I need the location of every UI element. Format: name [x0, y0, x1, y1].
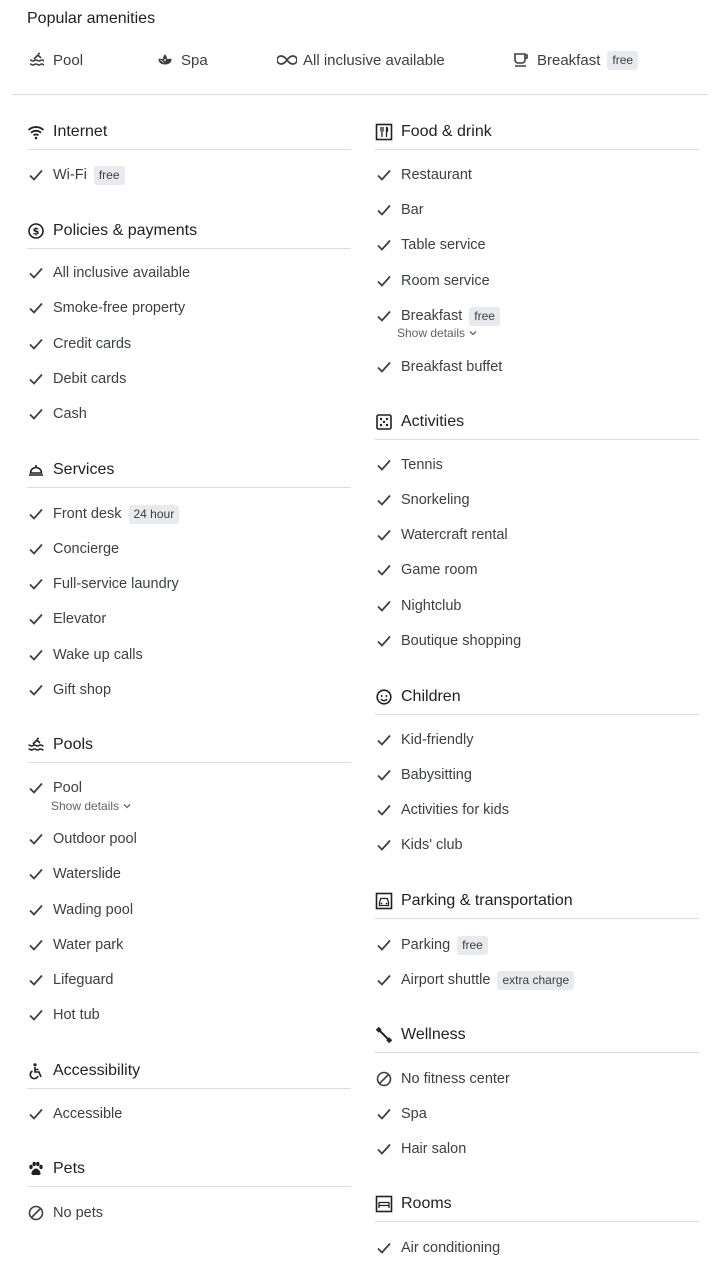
amenity-label: Full-service laundry	[53, 576, 179, 592]
section-title: Services	[53, 460, 115, 478]
infinity-icon	[277, 50, 297, 70]
amenity-label: Concierge	[53, 541, 120, 557]
amenity-item	[27, 933, 351, 957]
amenity-label: Hot tub	[53, 1007, 100, 1023]
check-icon	[375, 526, 393, 544]
hours-badge: 24 hour	[129, 505, 180, 524]
amenity-item	[375, 933, 699, 957]
amenity-label: Credit cards	[53, 336, 132, 352]
amenity-item	[375, 558, 699, 582]
amenity-label: Smoke-free property	[53, 300, 186, 316]
amenity-item	[27, 261, 351, 285]
check-icon	[27, 505, 45, 523]
check-icon	[375, 201, 393, 219]
check-icon	[375, 971, 393, 989]
section-title: Pets	[53, 1159, 86, 1177]
check-icon	[375, 166, 393, 184]
amenity-label: Bar	[401, 202, 424, 218]
amenity-item	[27, 1102, 351, 1126]
amenity-item	[375, 629, 699, 653]
amenity-label: Watercraft rental	[401, 527, 508, 543]
amenity-label: Breakfast	[401, 308, 463, 324]
section-header	[375, 404, 699, 440]
check-icon	[375, 491, 393, 509]
amenity-label: Water park	[53, 937, 124, 953]
show-details-link[interactable]	[51, 798, 132, 814]
popular-amenities-title: Popular amenities	[27, 10, 156, 27]
amenity-label: Kid-friendly	[401, 732, 474, 748]
amenity-item	[375, 198, 699, 222]
fitness-icon	[375, 1026, 393, 1044]
section-title: Policies & payments	[53, 221, 198, 239]
amenity-label: No fitness center	[401, 1071, 510, 1087]
popular-item-label: Pool	[53, 51, 84, 69]
section-header	[375, 114, 699, 150]
amenity-label: Parking	[401, 937, 451, 953]
section-title: Activities	[401, 412, 465, 430]
not-available-icon	[375, 1070, 393, 1088]
amenity-label: Game room	[401, 562, 478, 578]
amenity-item	[375, 594, 699, 618]
amenity-label: Air conditioning	[401, 1240, 501, 1256]
amenity-item	[27, 898, 351, 922]
pool-icon	[27, 736, 45, 754]
check-icon	[375, 358, 393, 376]
section-title: Pools	[53, 735, 94, 753]
check-icon	[27, 264, 45, 282]
free-badge: free	[457, 936, 488, 955]
amenity-label: All inclusive available	[53, 265, 191, 281]
check-icon	[27, 575, 45, 593]
amenity-item	[27, 827, 351, 851]
check-icon	[27, 610, 45, 628]
amenity-label: Waterslide	[53, 866, 121, 882]
section-title: Food & drink	[401, 122, 492, 140]
section-header	[27, 1151, 351, 1187]
section-header	[27, 213, 351, 249]
check-icon	[27, 1105, 45, 1123]
amenity-item	[27, 502, 351, 526]
bell-icon	[27, 461, 45, 479]
show-details-label: Show details	[397, 326, 466, 340]
check-icon	[27, 779, 45, 797]
check-icon	[375, 236, 393, 254]
wheelchair-icon	[27, 1062, 45, 1080]
amenity-item	[375, 523, 699, 547]
check-icon	[27, 971, 45, 989]
check-icon	[27, 370, 45, 388]
amenity-label: Babysitting	[401, 767, 472, 783]
check-icon	[375, 561, 393, 579]
check-icon	[27, 830, 45, 848]
divider	[12, 94, 708, 95]
check-icon	[375, 272, 393, 290]
dice-icon	[375, 413, 393, 431]
popular-item-breakfast	[511, 47, 638, 73]
amenity-item	[375, 269, 699, 293]
section-header	[375, 679, 699, 715]
amenity-item	[27, 332, 351, 356]
amenity-label: Airport shuttle	[401, 972, 491, 988]
amenity-item	[375, 453, 699, 477]
check-icon	[375, 597, 393, 615]
amenity-label: Spa	[401, 1106, 427, 1122]
check-icon	[27, 681, 45, 699]
amenity-item	[375, 1067, 699, 1091]
amenity-item	[27, 572, 351, 596]
car-icon	[375, 892, 393, 910]
free-badge: free	[94, 166, 125, 185]
check-icon	[27, 166, 45, 184]
amenity-item	[27, 402, 351, 426]
check-icon	[27, 1006, 45, 1024]
free-badge: free	[469, 307, 500, 326]
amenity-label: Kids' club	[401, 837, 463, 853]
amenity-item	[27, 643, 351, 667]
check-icon	[375, 1140, 393, 1158]
svg-text:$: $	[32, 226, 40, 237]
amenity-item	[27, 968, 351, 992]
bed-icon	[375, 1195, 393, 1213]
amenity-item	[27, 163, 351, 187]
chevron-down-icon	[122, 801, 132, 811]
amenity-label: Front desk	[53, 506, 122, 522]
check-icon	[375, 936, 393, 954]
show-details-label: Show details	[51, 799, 120, 813]
section-header	[27, 1053, 351, 1089]
restaurant-icon	[375, 123, 393, 141]
section-header	[375, 883, 699, 919]
free-badge: free	[607, 51, 638, 70]
amenity-item	[27, 296, 351, 320]
amenity-item	[375, 233, 699, 257]
check-icon	[27, 299, 45, 317]
amenity-item	[375, 798, 699, 822]
popular-amenities	[0, 0, 720, 96]
check-icon	[27, 936, 45, 954]
amenity-label: Accessible	[53, 1106, 123, 1122]
check-icon	[375, 456, 393, 474]
popular-amenities-row	[0, 47, 720, 73]
section-header	[375, 1186, 699, 1222]
check-icon	[27, 405, 45, 423]
popular-item-all-inclusive	[277, 47, 445, 73]
popular-item-label: All inclusive available	[303, 51, 445, 69]
chevron-down-icon	[468, 328, 478, 338]
check-icon	[375, 1105, 393, 1123]
check-icon	[27, 540, 45, 558]
amenity-label: Nightclub	[401, 598, 462, 614]
amenity-item	[27, 678, 351, 702]
check-icon	[375, 766, 393, 784]
check-icon	[27, 335, 45, 353]
amenity-item	[27, 367, 351, 391]
section-header	[27, 114, 351, 150]
amenity-label: Breakfast buffet	[401, 359, 503, 375]
check-icon	[375, 307, 393, 325]
amenity-label: Wi-Fi	[53, 167, 87, 183]
spa-icon	[155, 50, 175, 70]
amenity-label: Snorkeling	[401, 492, 470, 508]
amenity-label: Tennis	[401, 457, 443, 473]
section-title: Wellness	[401, 1025, 466, 1043]
amenity-item	[375, 833, 699, 857]
show-details-link[interactable]	[397, 325, 478, 341]
section-header	[27, 727, 351, 763]
extra-charge-badge: extra charge	[497, 971, 574, 990]
amenity-label: Table service	[401, 237, 486, 253]
paw-icon	[27, 1160, 45, 1178]
section-header	[375, 1017, 699, 1053]
check-icon	[27, 865, 45, 883]
dollar-circle-icon	[27, 222, 45, 240]
wifi-icon	[27, 123, 45, 141]
amenity-label: Pool	[53, 780, 83, 796]
amenity-label: Wake up calls	[53, 647, 143, 663]
amenity-item	[375, 968, 699, 992]
section-title: Rooms	[401, 1194, 452, 1212]
amenity-label: Cash	[53, 406, 87, 422]
section-title: Internet	[53, 122, 108, 140]
check-icon	[375, 731, 393, 749]
amenity-item	[27, 776, 351, 800]
amenity-item	[27, 1003, 351, 1027]
section-title: Children	[401, 687, 461, 705]
amenity-label: Restaurant	[401, 167, 472, 183]
child-face-icon	[375, 688, 393, 706]
amenity-item	[375, 163, 699, 187]
amenity-label: Gift shop	[53, 682, 112, 698]
amenity-label: Activities for kids	[401, 802, 509, 818]
amenity-item	[375, 1137, 699, 1161]
check-icon	[27, 901, 45, 919]
amenity-item	[375, 763, 699, 787]
amenity-label: Boutique shopping	[401, 633, 522, 649]
amenity-label: Room service	[401, 273, 490, 289]
check-icon	[375, 836, 393, 854]
amenity-label: Outdoor pool	[53, 831, 137, 847]
amenity-item	[375, 488, 699, 512]
popular-item-pool	[27, 47, 83, 73]
check-icon	[375, 1239, 393, 1257]
amenity-item	[375, 1236, 699, 1260]
amenity-label: Elevator	[53, 611, 107, 627]
check-icon	[375, 632, 393, 650]
section-header	[27, 452, 351, 488]
amenity-label: Debit cards	[53, 371, 127, 387]
check-icon	[375, 801, 393, 819]
amenity-item	[27, 862, 351, 886]
section-title: Accessibility	[53, 1061, 141, 1079]
amenity-item	[27, 1201, 351, 1225]
amenity-item	[375, 728, 699, 752]
amenity-label: Lifeguard	[53, 972, 114, 988]
amenity-label: Hair salon	[401, 1141, 467, 1157]
popular-item-spa	[155, 47, 208, 73]
section-title: Parking & transportation	[401, 891, 573, 909]
amenity-item	[375, 355, 699, 379]
amenity-label: Wading pool	[53, 902, 134, 918]
amenity-label: No pets	[53, 1205, 103, 1221]
not-available-icon	[27, 1204, 45, 1222]
pool-icon	[27, 50, 47, 70]
coffee-cup-icon	[511, 50, 531, 70]
amenity-item	[27, 537, 351, 561]
amenity-item	[375, 1102, 699, 1126]
popular-item-label: Spa	[181, 51, 208, 69]
check-icon	[27, 646, 45, 664]
amenity-item	[27, 607, 351, 631]
popular-item-label: Breakfast	[537, 51, 601, 69]
